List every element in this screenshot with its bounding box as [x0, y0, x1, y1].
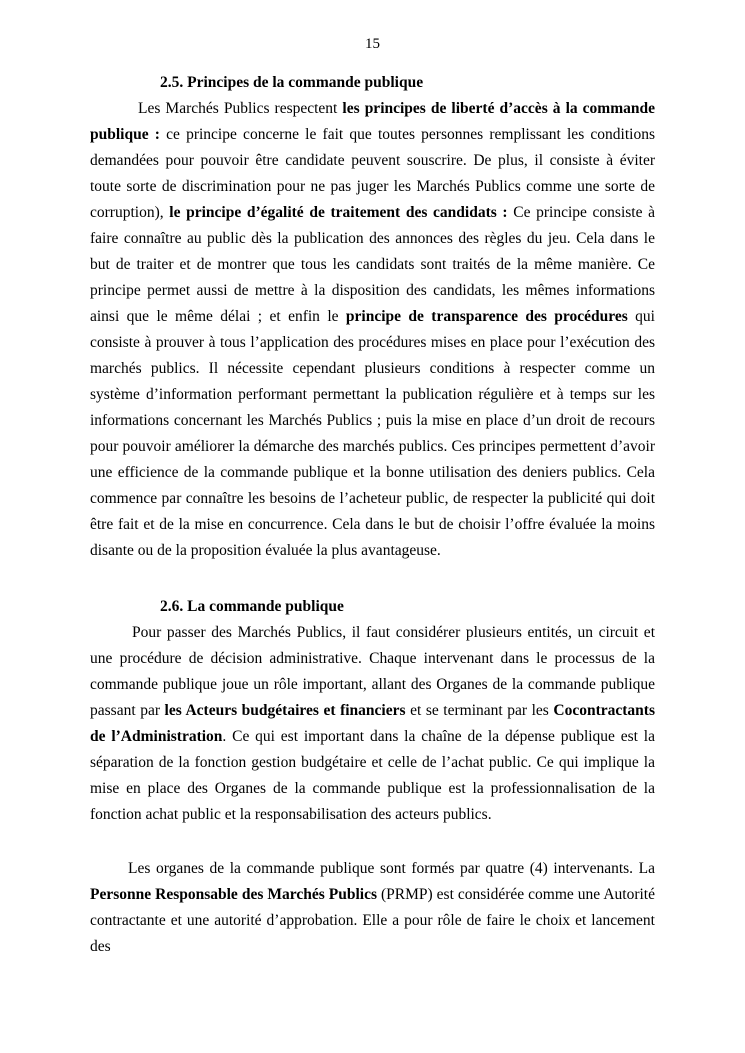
section-heading-2-6: 2.6. La commande publique	[160, 598, 344, 615]
section-heading-2-5: 2.5. Principes de la commande publique	[160, 74, 424, 91]
paragraph-organes: Les organes de la commande publique sont formés par quatre (4) intervenants. La Personne Responsable des Marchés Publics (PRMP) est considérée comme une Autorité contractante et une autorité d’approbation. Elle a pour rôle de faire le choix et lancement des	[90, 860, 655, 955]
paragraph-principes: Les Marchés Publics respectent les principes de liberté d’accès à la commande publique : ce principe concerne le fait que toutes personnes remplissant les conditions demandées pour pouvoir être candidate peuvent souscrire. De plus, il consiste à éviter toute sorte de discrimination pour ne pas juger les Marchés Publics comme une sorte de corruption), le principe d’égalité de traitement des candidats : Ce principe consiste à faire connaître au public dès la publication des annonces des règles du jeu. Cela dans le but de traiter et de montrer que tous les candidats sont traités de la même manière. Ce principe permet aussi de mettre à la disposition des candidats, les mêmes informations ainsi que le même délai ; et enfin le principe de transparence des procédures qui consiste à prouver à tous l’application des procédures mises en place pour l’exécution des marchés publics. Il nécessite cependant plusieurs conditions à respecter comme un système d’information performant permettant la publication régulière et à temps sur les informations concernant les Marchés Publics ; puis la mise en place d’un droit de recours pour pouvoir améliorer la démarche des marchés publics. Ces principes permettent d’avoir une efficience de la commande publique et la bonne utilisation des deniers publics. Cela commence par connaître les besoins de l’acheteur public, de respecter la publicité qui doit être fait et de la mise en concurrence. Cela dans le but de choisir l’offre évaluée la moins disante ou de la proposition évaluée la plus avantageuse.	[90, 100, 656, 559]
paragraph-commande-publique: Pour passer des Marchés Publics, il faut considérer plusieurs entités, un circuit et une procédure de décision administrative. Chaque intervenant dans le processus de la commande publique joue un rôle important, allant des Organes de la commande publique passant par les Acteurs budgétaires et financiers et se terminant par les Cocontractants de l’Administration. Ce qui est important dans la chaîne de la dépense publique est la séparation de la fonction gestion budgétaire et celle de l’achat public. Ce qui implique la mise en place des Organes de la commande publique est la professionnalisation de la fonction achat public et la responsabilisation des acteurs publics.	[90, 624, 655, 823]
page-number: 15	[365, 36, 380, 52]
